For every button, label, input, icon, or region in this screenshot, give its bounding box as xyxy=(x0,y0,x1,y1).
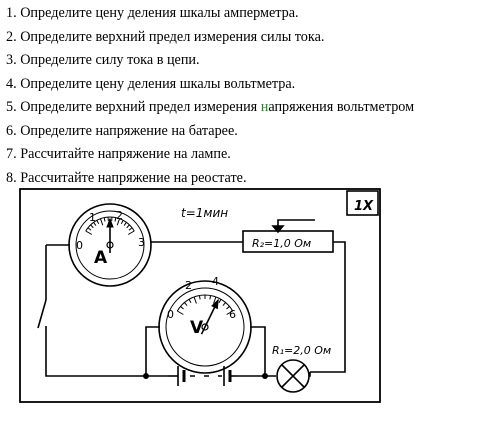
lamp-cross xyxy=(282,365,304,387)
voltmeter-tick-0: 0 xyxy=(167,308,174,321)
scale-tick xyxy=(91,225,94,228)
question-number: 6. xyxy=(6,123,17,139)
voltmeter-tick-2: 2 xyxy=(185,279,192,292)
question-number: 3. xyxy=(6,52,17,68)
question-text-rest: апряжения вольтметром xyxy=(268,99,414,115)
scale-tick xyxy=(124,222,126,225)
question-number: 4. xyxy=(6,76,17,92)
ammeter-tick-1: 1 xyxy=(89,211,96,224)
scale-tick xyxy=(199,295,200,299)
scale-tick xyxy=(184,302,187,305)
question-7 xyxy=(6,143,484,167)
wire-left-bottom xyxy=(46,326,168,376)
question-1 xyxy=(6,2,484,26)
question-text: Определите верхний предел измерения силы тока. xyxy=(20,29,324,45)
voltmeter-symbol: V xyxy=(190,318,204,338)
question-text: Определите напряжение на батарее. xyxy=(20,123,238,139)
scale-tick xyxy=(86,231,92,235)
junction-dot xyxy=(262,373,268,379)
ammeter-tick-2: 2 xyxy=(116,209,123,222)
question-text: Определите верхний предел измерения xyxy=(20,99,261,115)
scale-tick xyxy=(129,228,132,230)
voltmeter-needle-head xyxy=(212,300,218,309)
scale-tick xyxy=(177,311,183,315)
question-text: Рассчитайте напряжение на реостате. xyxy=(20,170,246,186)
scale-tick xyxy=(223,302,226,305)
question-number: 8. xyxy=(6,170,17,186)
scale-tick xyxy=(88,228,91,230)
switch-blade xyxy=(38,300,46,328)
question-number: 1. xyxy=(6,5,17,21)
ammeter-tick-0: 0 xyxy=(76,239,83,252)
question-number: 7. xyxy=(6,146,17,162)
wire-voltmeter-left xyxy=(146,327,160,376)
question-2 xyxy=(6,26,484,50)
junction-dot xyxy=(143,373,149,379)
scale-tick xyxy=(210,295,211,299)
question-text: Определите цену деления шкалы вольтметра. xyxy=(20,76,295,92)
question-number: 2. xyxy=(6,29,17,45)
question-list xyxy=(6,2,484,190)
ammeter-tick-3: 3 xyxy=(138,236,145,249)
ammeter-symbol: A xyxy=(94,248,108,268)
scale-tick xyxy=(128,231,134,235)
question-5 xyxy=(6,96,484,120)
scale-tick xyxy=(189,299,191,302)
question-4 xyxy=(6,73,484,97)
circuit-figure xyxy=(0,185,485,432)
voltmeter-tick-6: 6 xyxy=(229,308,236,321)
circuit-diagram xyxy=(0,185,485,432)
question-3 xyxy=(6,49,484,73)
scale-tick xyxy=(219,299,221,302)
wire-voltmeter-right xyxy=(250,327,265,376)
question-text: Рассчитайте напряжение на лампе. xyxy=(20,146,231,162)
voltmeter-scale xyxy=(177,295,232,315)
r1-label: R₁=2,0 Ом xyxy=(272,344,331,357)
scale-tick xyxy=(104,218,105,222)
question-text: Определите цену деления шкалы амперметра. xyxy=(20,5,298,21)
question-text: Определите силу тока в цепи. xyxy=(20,52,199,68)
r2-label: R₂=1,0 Ом xyxy=(252,237,311,250)
scale-tick xyxy=(100,219,102,226)
figure-label: 1Х xyxy=(354,199,374,214)
highlighted-letter: н xyxy=(261,99,269,115)
scale-tick xyxy=(194,297,196,304)
question-number: 5. xyxy=(6,99,17,115)
question-6 xyxy=(6,120,484,144)
scale-tick xyxy=(180,306,183,309)
scale-tick xyxy=(127,225,130,228)
voltmeter-tick-4: 4 xyxy=(212,275,219,288)
scale-tick xyxy=(97,220,99,224)
time-label: t=1мин xyxy=(181,206,228,220)
